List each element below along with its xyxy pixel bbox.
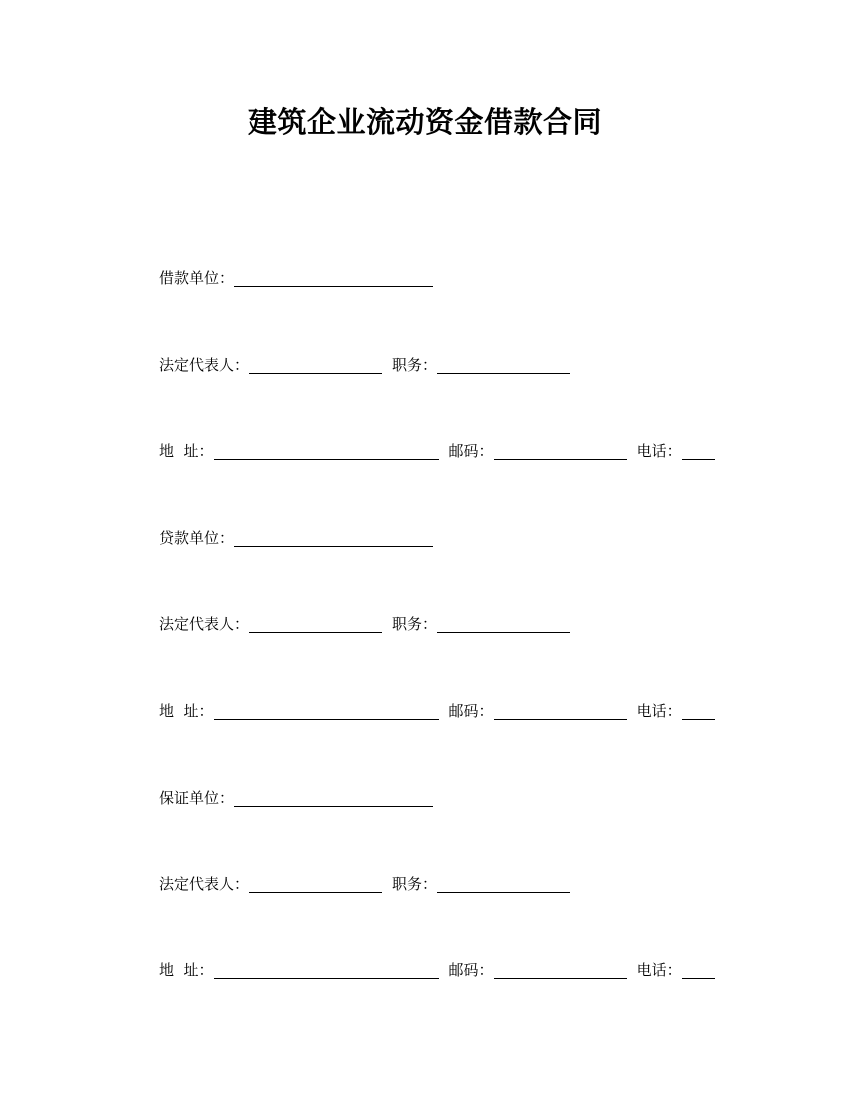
borrower-unit-row [159, 264, 433, 288]
lender-position-blank[interactable] [437, 614, 570, 633]
guarantor-postcode-blank[interactable] [494, 960, 627, 979]
lender-address-row [159, 697, 715, 721]
borrower-rep-label: 法定代表人： [159, 356, 250, 374]
guarantor-phone-label: 电话： [636, 961, 682, 979]
borrower-position-blank[interactable] [437, 355, 570, 374]
lender-unit-blank[interactable] [234, 528, 433, 547]
borrower-postcode-label: 邮码： [448, 442, 494, 460]
lender-phone-label: 电话： [636, 702, 682, 720]
lender-rep-label: 法定代表人： [159, 615, 250, 633]
lender-postcode-blank[interactable] [494, 701, 627, 720]
borrower-rep-row [159, 351, 570, 375]
lender-postcode-label: 邮码： [448, 702, 494, 720]
borrower-phone-label: 电话： [636, 442, 682, 460]
borrower-unit-label: 借款单位： [159, 269, 235, 287]
borrower-rep-blank[interactable] [249, 355, 382, 374]
guarantor-address-row [159, 956, 715, 980]
guarantor-rep-blank[interactable] [249, 874, 382, 893]
borrower-address-label: 地 址： [159, 442, 214, 460]
lender-address-label: 地 址： [159, 702, 214, 720]
lender-phone-blank[interactable] [682, 701, 715, 720]
guarantor-position-blank[interactable] [437, 874, 570, 893]
borrower-address-blank[interactable] [214, 441, 439, 460]
borrower-address-row [159, 437, 715, 461]
lender-address-blank[interactable] [214, 701, 439, 720]
lender-unit-row [159, 524, 433, 548]
guarantor-postcode-label: 邮码： [448, 961, 494, 979]
guarantor-rep-label: 法定代表人： [159, 875, 250, 893]
borrower-phone-blank[interactable] [682, 441, 715, 460]
guarantor-address-blank[interactable] [214, 960, 439, 979]
guarantor-position-label: 职务： [392, 875, 438, 893]
lender-rep-row [159, 610, 570, 634]
guarantor-rep-row [159, 870, 570, 894]
lender-unit-label: 贷款单位： [159, 529, 235, 547]
guarantor-unit-row [159, 784, 433, 808]
borrower-position-label: 职务： [392, 356, 438, 374]
lender-rep-blank[interactable] [249, 614, 382, 633]
guarantor-unit-label: 保证单位： [159, 789, 235, 807]
guarantor-address-label: 地 址： [159, 961, 214, 979]
lender-position-label: 职务： [392, 615, 438, 633]
guarantor-phone-blank[interactable] [682, 960, 715, 979]
borrower-postcode-blank[interactable] [494, 441, 627, 460]
borrower-unit-blank[interactable] [234, 268, 433, 287]
document-title: 建筑企业流动资金借款合同 [247, 105, 602, 139]
guarantor-unit-blank[interactable] [234, 788, 433, 807]
